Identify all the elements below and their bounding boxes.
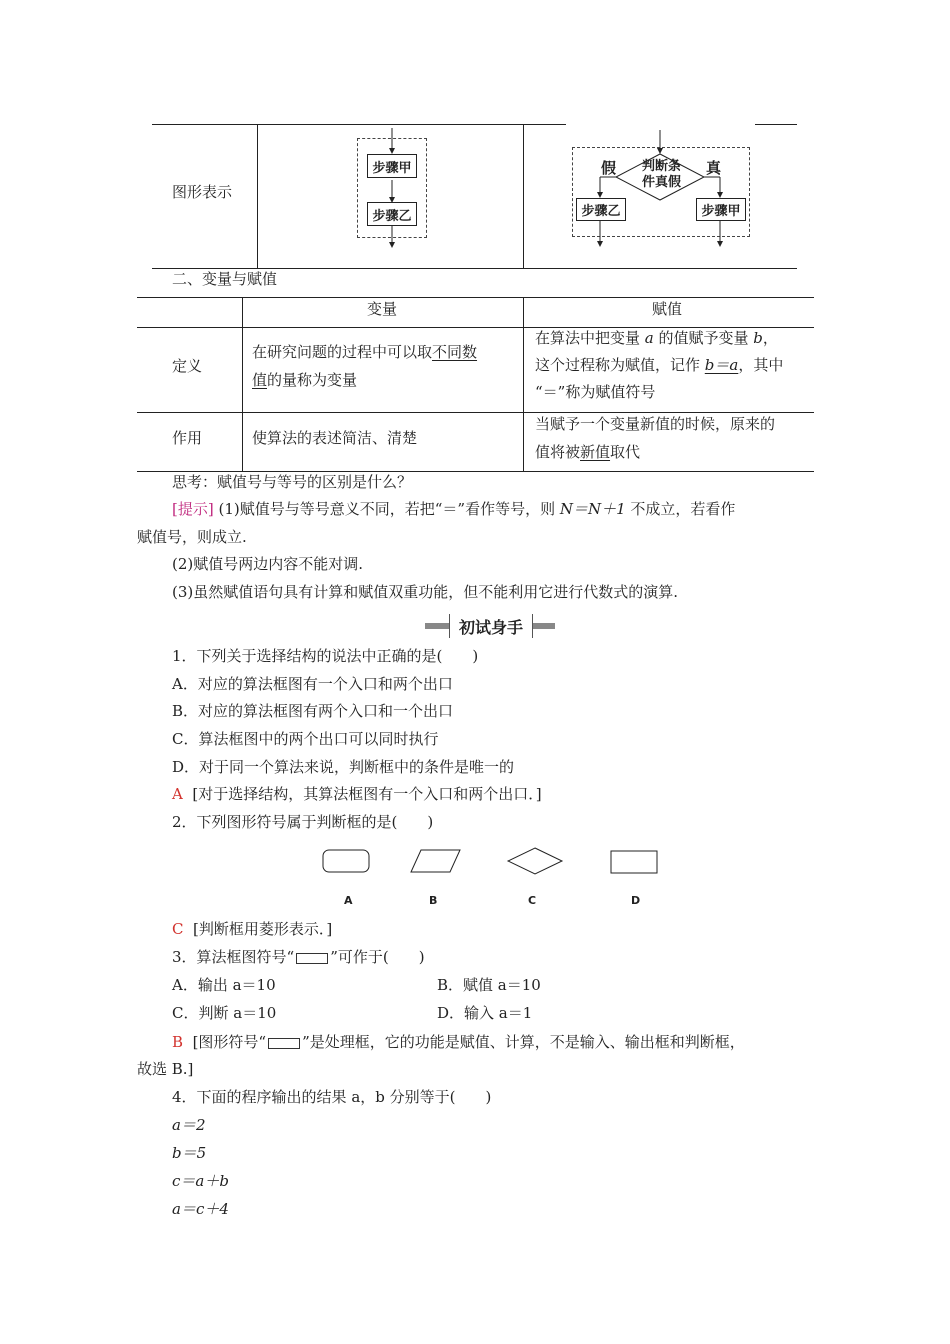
- hint-line1: [172, 499, 735, 519]
- rounded-rect-shape: [323, 850, 369, 872]
- q1-answer-line: [172, 784, 542, 804]
- selection-condition-line1: 判断条: [642, 159, 682, 174]
- q2-explanation: [判断框用菱形表示．]: [193, 920, 333, 938]
- selection-condition-line2: 件真假: [642, 175, 682, 190]
- q1-stem: 1．下列关于选择结构的说法中正确的是( ): [172, 647, 479, 665]
- banner-bar-right: [531, 623, 555, 629]
- role-assign-text-1: 值将被: [535, 443, 581, 461]
- parallelogram-shape: [411, 850, 460, 872]
- def-var-tail: 的量称为变量: [267, 371, 358, 389]
- table2-header-variable: 变量: [367, 300, 398, 318]
- q3-option-a: A．输出 a＝10: [172, 976, 276, 994]
- table2-role-variable: 使算法的表述简洁、清楚: [252, 429, 418, 447]
- table1-row-label: 图形表示: [172, 183, 233, 201]
- table2-col-divider-2: [523, 297, 524, 472]
- q3-answer-cont: 故选 B.]: [137, 1060, 194, 1078]
- sequence-step-jia: 步骤甲: [367, 154, 417, 178]
- table2-header-assignment: 赋值: [652, 300, 683, 318]
- table2-col-divider-1: [242, 297, 243, 472]
- selection-step-jia: 步骤甲: [696, 198, 746, 221]
- selection-step-yi: 步骤乙: [576, 198, 626, 221]
- q1-explanation: [对于选择结构，其算法框图有一个入口和两个出口．]: [192, 785, 542, 803]
- table1-top-rule-right: [755, 124, 797, 125]
- q3-stem-b: ”可作于( ): [330, 948, 425, 966]
- table2-definition-variable-line2: [252, 370, 357, 390]
- def-var-underlined-1: 不同数: [432, 343, 478, 361]
- q1-option-c: C．算法框图中的两个出口可以同时执行: [172, 730, 439, 748]
- table2-definition-variable-line1: [252, 342, 477, 362]
- q2-answer-line: [172, 919, 332, 939]
- q3-answer-line: [172, 1032, 745, 1052]
- hint1-formula: N＝N＋1: [559, 500, 626, 518]
- selection-false-label: 假: [601, 159, 617, 177]
- table1-col-divider-1: [257, 124, 258, 269]
- role-assign-text-2: 取代: [610, 443, 641, 461]
- def-assign-text-1: 在算法中把变量: [535, 329, 645, 347]
- q4-code-line-1: a＝2: [172, 1116, 206, 1134]
- def-assign-formula: b＝a: [704, 356, 739, 374]
- hint-line1-cont: 赋值号，则成立.: [137, 528, 247, 546]
- def-assign-var-a: a: [644, 329, 654, 347]
- process-box-icon: [296, 953, 328, 964]
- q4-code-line-2: b＝5: [172, 1144, 207, 1162]
- role-assign-underlined: 新值: [580, 443, 611, 461]
- q2-label-c: C: [528, 894, 537, 907]
- def-assign-text-5: ，其中: [738, 356, 784, 374]
- table1-top-rule-left: [152, 124, 566, 125]
- selection-true-label: 真: [706, 159, 722, 177]
- table2-definition-assign-line3: “＝”称为赋值符号: [535, 383, 656, 401]
- q2-shapes: [315, 842, 675, 882]
- def-var-underlined-2: 值: [252, 371, 268, 389]
- hint-line3: (3)虽然赋值语句具有计算和赋值双重功能，但不能利用它进行代数式的演算.: [172, 583, 679, 601]
- def-assign-text-3: ，: [762, 329, 778, 347]
- q2-answer: C: [172, 920, 184, 938]
- diamond-shape: [508, 848, 562, 874]
- def-assign-var-b: b: [753, 329, 763, 347]
- q3-option-b: B．赋值 a＝10: [437, 976, 541, 994]
- table2-row-role-label: 作用: [172, 429, 203, 447]
- q3-option-d: D．输入 a＝1: [437, 1004, 533, 1022]
- q2-label-a: A: [344, 894, 353, 907]
- q1-option-b: B．对应的算法框图有两个入口和一个出口: [172, 702, 454, 720]
- q4-code-line-3: c＝a＋b: [172, 1172, 229, 1190]
- q1-answer: A: [172, 785, 183, 803]
- q4-code-line-4: a＝c＋4: [172, 1200, 229, 1218]
- hint-tag: [提示]: [172, 500, 214, 518]
- rectangle-shape: [611, 851, 657, 873]
- q3-stem-a: 3．算法框图符号“: [172, 948, 295, 966]
- q3-explain-b: ”是处理框，它的功能是赋值、计算，不是输入、输出框和判断框，: [302, 1033, 745, 1051]
- table2-definition-assign-line1: [535, 328, 778, 348]
- hint1-text-a: (1)赋值号与等号意义不同，若把“＝”看作等号，则: [213, 500, 560, 518]
- q3-answer: B: [172, 1033, 184, 1051]
- q4-stem: 4．下面的程序输出的结果 a，b 分别等于( ): [172, 1088, 492, 1106]
- def-var-text: 在研究问题的过程中可以取: [252, 343, 433, 361]
- process-box-icon-2: [268, 1038, 300, 1049]
- q2-label-d: D: [631, 894, 641, 907]
- table2-definition-assign-line2: [535, 355, 783, 375]
- table2-rule-top: [137, 297, 814, 298]
- table1-col-divider-2: [523, 124, 524, 269]
- banner-bar-left: [425, 623, 449, 629]
- def-assign-text-4: 这个过程称为赋值，记作: [535, 356, 705, 374]
- q3-option-c: C．判断 a＝10: [172, 1004, 277, 1022]
- banner-title: 初试身手: [449, 614, 533, 638]
- def-assign-text-2: 的值赋予变量: [653, 329, 754, 347]
- q1-option-d: D．对于同一个算法来说，判断框中的条件是唯一的: [172, 758, 515, 776]
- q2-stem: 2．下列图形符号属于判断框的是( ): [172, 813, 434, 831]
- section2-heading: 二、变量与赋值: [172, 270, 278, 288]
- table2-role-assign-line1: 当赋予一个变量新值的时候，原来的: [535, 415, 776, 433]
- hint-line2: (2)赋值号两边内容不能对调.: [172, 555, 364, 573]
- table2-row-definition-label: 定义: [172, 357, 203, 375]
- hint1-text-b: 不成立，若看作: [625, 500, 736, 518]
- section-banner: [425, 614, 555, 638]
- sequence-step-yi: 步骤乙: [367, 202, 417, 226]
- q3-explain-a: [图形符号“: [192, 1033, 267, 1051]
- table2-rule-row1: [137, 412, 814, 413]
- q2-label-b: B: [429, 894, 438, 907]
- q3-stem: [172, 947, 425, 967]
- q1-option-a: A．对应的算法框图有一个入口和两个出口: [172, 675, 453, 693]
- table2-role-assign-line2: [535, 442, 640, 462]
- think-question: 思考：赋值号与等号的区别是什么？: [172, 473, 413, 491]
